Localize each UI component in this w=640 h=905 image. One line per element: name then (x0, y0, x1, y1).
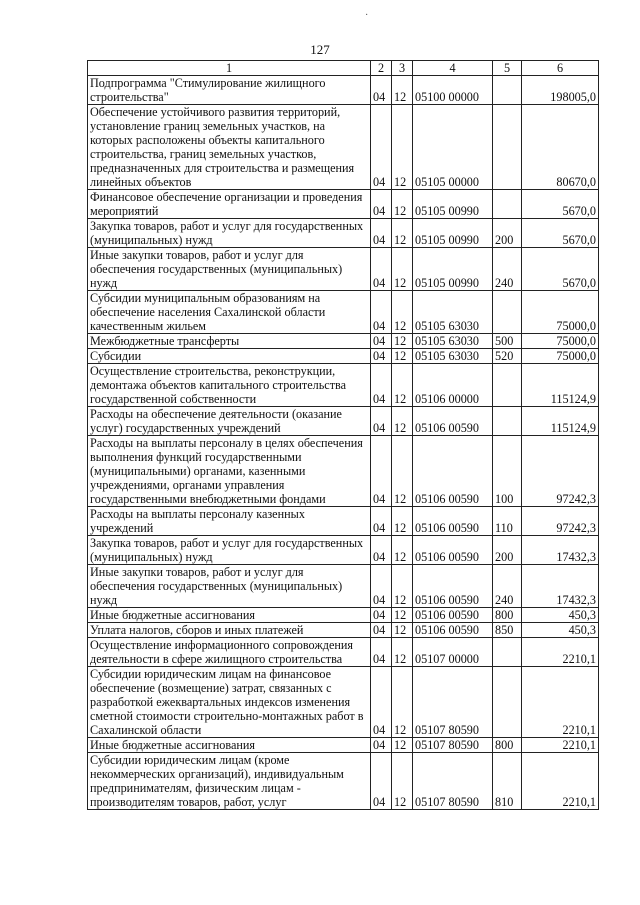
row-section: 04 (371, 638, 392, 667)
row-amount: 5670,0 (522, 190, 599, 219)
row-section: 04 (371, 507, 392, 536)
row-name: Обеспечение устойчивого развития территорий, установление границ земельных участков, на которых расположены объекты капитального строительства, границ земельных участков, предназначенных для строительства и размещения линейных объектов (88, 105, 371, 190)
table-row (88, 291, 599, 334)
row-section: 04 (371, 565, 392, 608)
row-name: Субсидии юридическим лицам (кроме некоммерческих организаций), индивидуальным предпринимателям, физическим лицам - производителям товаров, работ, услуг (88, 753, 371, 810)
table-row (88, 436, 599, 507)
page-number: 127 (310, 42, 330, 57)
table-row (88, 608, 599, 623)
row-section: 04 (371, 349, 392, 364)
row-section: 04 (371, 667, 392, 738)
row-name: Субсидии муниципальным образованиям на обеспечение населения Сахалинской области качественным жильем (88, 291, 371, 334)
row-name: Иные бюджетные ассигнования (88, 608, 371, 623)
row-subsection: 12 (392, 436, 413, 507)
row-name: Подпрограмма "Стимулирование жилищного строительства" (88, 76, 371, 105)
header-col-5: 5 (493, 61, 522, 76)
table-row (88, 190, 599, 219)
row-name: Расходы на выплаты персоналу казенных учреждений (88, 507, 371, 536)
row-expense-type: 200 (493, 536, 522, 565)
row-amount: 75000,0 (522, 291, 599, 334)
row-section: 04 (371, 536, 392, 565)
row-target-article: 05106 00590 (413, 407, 493, 436)
row-subsection: 12 (392, 364, 413, 407)
table-row (88, 536, 599, 565)
row-expense-type (493, 105, 522, 190)
row-target-article: 05105 00990 (413, 190, 493, 219)
row-subsection: 12 (392, 190, 413, 219)
budget-table (87, 60, 599, 810)
row-name: Иные закупки товаров, работ и услуг для обеспечения государственных (муниципальных) нужд (88, 248, 371, 291)
row-subsection: 12 (392, 623, 413, 638)
row-section: 04 (371, 364, 392, 407)
row-amount: 450,3 (522, 608, 599, 623)
row-section: 04 (371, 407, 392, 436)
row-subsection: 12 (392, 507, 413, 536)
row-expense-type (493, 364, 522, 407)
row-expense-type: 100 (493, 436, 522, 507)
row-name: Уплата налогов, сборов и иных платежей (88, 623, 371, 638)
row-name: Субсидии (88, 349, 371, 364)
row-name: Осуществление строительства, реконструкции, демонтажа объектов капитального строительства государственной собственности (88, 364, 371, 407)
row-target-article: 05106 00590 (413, 436, 493, 507)
row-target-article: 05105 63030 (413, 349, 493, 364)
row-section: 04 (371, 190, 392, 219)
row-amount: 115124,9 (522, 407, 599, 436)
row-amount: 97242,3 (522, 436, 599, 507)
table-row (88, 407, 599, 436)
table-row (88, 623, 599, 638)
row-target-article: 05105 63030 (413, 291, 493, 334)
row-target-article: 05106 00590 (413, 608, 493, 623)
row-subsection: 12 (392, 667, 413, 738)
table-row (88, 334, 599, 349)
row-target-article: 05106 00590 (413, 623, 493, 638)
row-subsection: 12 (392, 608, 413, 623)
row-amount: 97242,3 (522, 507, 599, 536)
table-row (88, 565, 599, 608)
row-expense-type: 110 (493, 507, 522, 536)
table-row (88, 219, 599, 248)
row-subsection: 12 (392, 248, 413, 291)
row-subsection: 12 (392, 76, 413, 105)
row-section: 04 (371, 105, 392, 190)
table-row (88, 364, 599, 407)
row-expense-type: 810 (493, 753, 522, 810)
table-row (88, 349, 599, 364)
row-name: Иные закупки товаров, работ и услуг для обеспечения государственных (муниципальных) нужд (88, 565, 371, 608)
row-subsection: 12 (392, 638, 413, 667)
row-section: 04 (371, 608, 392, 623)
row-amount: 5670,0 (522, 248, 599, 291)
row-name: Закупка товаров, работ и услуг для государственных (муниципальных) нужд (88, 219, 371, 248)
row-amount: 80670,0 (522, 105, 599, 190)
row-expense-type: 800 (493, 608, 522, 623)
row-target-article: 05106 00590 (413, 565, 493, 608)
row-expense-type (493, 76, 522, 105)
header-col-2: 2 (371, 61, 392, 76)
header-row (88, 61, 599, 76)
row-target-article: 05106 00590 (413, 536, 493, 565)
row-expense-type: 500 (493, 334, 522, 349)
row-section: 04 (371, 76, 392, 105)
row-section: 04 (371, 334, 392, 349)
row-expense-type: 240 (493, 565, 522, 608)
table-row (88, 667, 599, 738)
row-name: Расходы на выплаты персоналу в целях обеспечения выполнения функций государственными (муниципальными) органами, казенными учреждениями, органами управления государственными внебюджетными фондами (88, 436, 371, 507)
row-expense-type: 850 (493, 623, 522, 638)
row-expense-type (493, 407, 522, 436)
row-name: Закупка товаров, работ и услуг для государственных (муниципальных) нужд (88, 536, 371, 565)
row-expense-type: 200 (493, 219, 522, 248)
row-subsection: 12 (392, 349, 413, 364)
row-target-article: 05105 00990 (413, 248, 493, 291)
row-subsection: 12 (392, 536, 413, 565)
table-row (88, 638, 599, 667)
row-target-article: 05105 00000 (413, 105, 493, 190)
header-col-3: 3 (392, 61, 413, 76)
row-expense-type: 800 (493, 738, 522, 753)
row-target-article: 05106 00000 (413, 364, 493, 407)
row-amount: 17432,3 (522, 536, 599, 565)
row-subsection: 12 (392, 407, 413, 436)
row-subsection: 12 (392, 565, 413, 608)
row-expense-type (493, 190, 522, 219)
row-name: Иные бюджетные ассигнования (88, 738, 371, 753)
row-subsection: 12 (392, 738, 413, 753)
row-name: Финансовое обеспечение организации и проведения мероприятий (88, 190, 371, 219)
table-row (88, 248, 599, 291)
row-target-article: 05106 00590 (413, 507, 493, 536)
row-amount: 75000,0 (522, 334, 599, 349)
header-col-1: 1 (88, 61, 371, 76)
row-expense-type: 520 (493, 349, 522, 364)
table-row (88, 105, 599, 190)
row-subsection: 12 (392, 105, 413, 190)
row-subsection: 12 (392, 291, 413, 334)
row-section: 04 (371, 219, 392, 248)
row-target-article: 05107 80590 (413, 738, 493, 753)
table-row (88, 753, 599, 810)
row-section: 04 (371, 248, 392, 291)
row-expense-type (493, 291, 522, 334)
row-expense-type (493, 638, 522, 667)
row-amount: 2210,1 (522, 753, 599, 810)
row-target-article: 05100 00000 (413, 76, 493, 105)
page-mark: · (365, 10, 369, 21)
row-target-article: 05105 00990 (413, 219, 493, 248)
row-subsection: 12 (392, 334, 413, 349)
header-col-6: 6 (522, 61, 599, 76)
row-target-article: 05107 00000 (413, 638, 493, 667)
row-target-article: 05107 80590 (413, 667, 493, 738)
row-amount: 17432,3 (522, 565, 599, 608)
table-body (88, 76, 599, 810)
row-target-article: 05107 80590 (413, 753, 493, 810)
row-amount: 2210,1 (522, 667, 599, 738)
header-col-4: 4 (413, 61, 493, 76)
row-amount: 2210,1 (522, 738, 599, 753)
row-amount: 198005,0 (522, 76, 599, 105)
row-section: 04 (371, 738, 392, 753)
row-name: Расходы на обеспечение деятельности (оказание услуг) государственных учреждений (88, 407, 371, 436)
row-amount: 115124,9 (522, 364, 599, 407)
row-subsection: 12 (392, 753, 413, 810)
row-amount: 450,3 (522, 623, 599, 638)
row-subsection: 12 (392, 219, 413, 248)
row-section: 04 (371, 623, 392, 638)
row-amount: 75000,0 (522, 349, 599, 364)
row-target-article: 05105 63030 (413, 334, 493, 349)
row-expense-type: 240 (493, 248, 522, 291)
row-expense-type (493, 667, 522, 738)
table-row (88, 76, 599, 105)
row-amount: 5670,0 (522, 219, 599, 248)
row-name: Межбюджетные трансферты (88, 334, 371, 349)
row-name: Субсидии юридическим лицам на финансовое обеспечение (возмещение) затрат, связанных с разработкой ежеквартальных индексов изменения сметной стоимости строительно-монтажных работ в Сахалинской области (88, 667, 371, 738)
table-row (88, 507, 599, 536)
table-row (88, 738, 599, 753)
row-name: Осуществление информационного сопровождения деятельности в сфере жилищного строительства (88, 638, 371, 667)
row-amount: 2210,1 (522, 638, 599, 667)
row-section: 04 (371, 291, 392, 334)
row-section: 04 (371, 436, 392, 507)
row-section: 04 (371, 753, 392, 810)
